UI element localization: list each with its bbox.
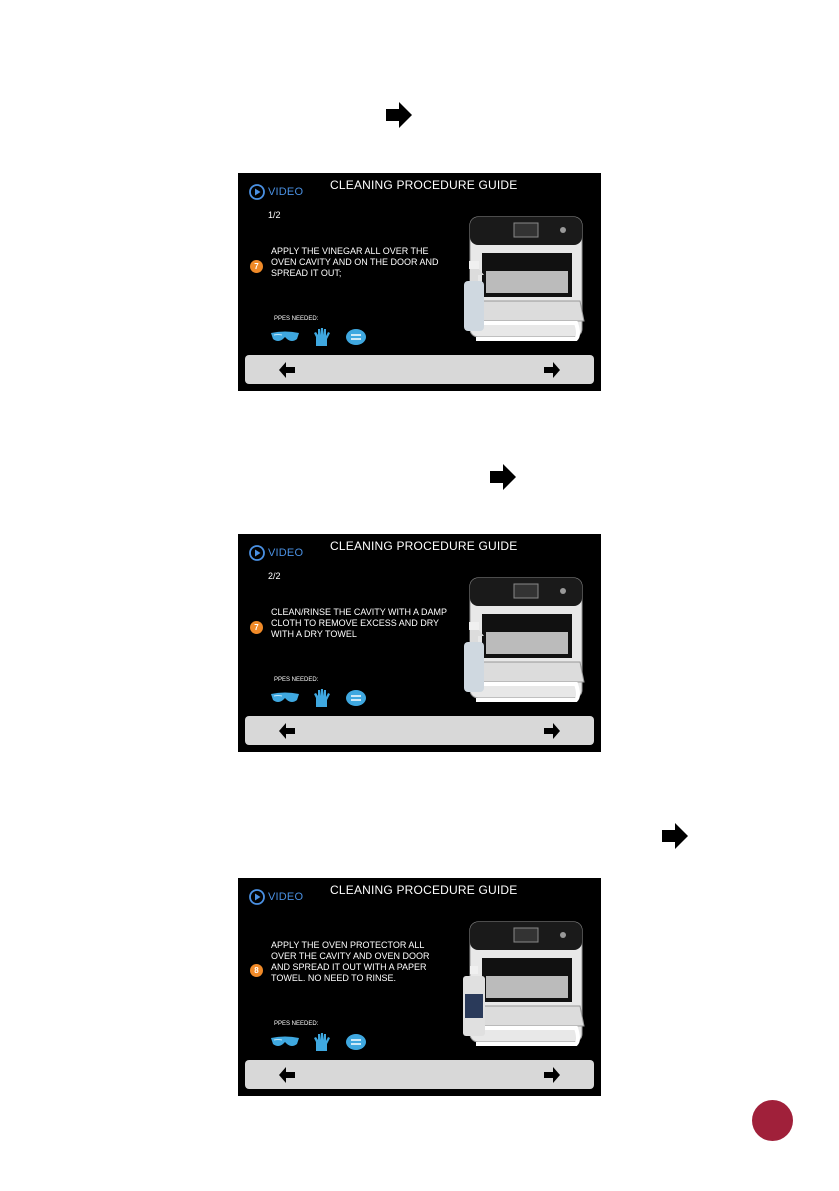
- step-number-badge: 8: [250, 964, 263, 977]
- screen-title: CLEANING PROCEDURE GUIDE: [330, 178, 518, 192]
- arrow-right-icon[interactable]: [543, 1066, 561, 1084]
- video-label: VIDEO: [268, 547, 304, 559]
- safety-glasses-icon: [270, 1035, 300, 1049]
- nav-bar: [245, 355, 594, 384]
- arrow-left-icon[interactable]: [278, 722, 296, 740]
- arrow-left-icon[interactable]: [278, 361, 296, 379]
- arrow-left-icon[interactable]: [278, 1066, 296, 1084]
- nav-bar: [245, 1060, 594, 1089]
- page-indicator: 2/2: [268, 571, 281, 581]
- play-icon: [249, 545, 265, 561]
- safety-glasses-icon: [270, 691, 300, 705]
- play-icon: [249, 889, 265, 905]
- ppe-icons: [270, 1032, 380, 1052]
- face-mask-icon: [344, 1033, 368, 1051]
- cleaning-guide-screen-2: [238, 534, 601, 752]
- spray-bottle-image: [460, 261, 488, 333]
- arrow-right-icon[interactable]: [543, 722, 561, 740]
- spray-bottle-image: [460, 622, 488, 694]
- ppe-icons: [270, 688, 380, 708]
- step-number-badge: 7: [250, 260, 263, 273]
- step-number-badge: 7: [250, 621, 263, 634]
- instruction-text: APPLY THE OVEN PROTECTOR ALL OVER THE CAVITY AND OVEN DOOR AND SPREAD IT OUT WITH A PAPER TOWEL. NO NEED TO RINSE.: [271, 940, 430, 983]
- arrow-right-icon: [660, 821, 690, 851]
- screen-title: CLEANING PROCEDURE GUIDE: [330, 539, 518, 553]
- gloves-icon: [312, 688, 332, 708]
- ppe-label: PPES NEEDED:: [274, 1021, 319, 1027]
- cleaning-guide-screen-3: [238, 878, 601, 1096]
- page-marker-dot: [752, 1100, 793, 1141]
- face-mask-icon: [344, 328, 368, 346]
- instruction-text: CLEAN/RINSE THE CAVITY WITH A DAMP CLOTH TO REMOVE EXCESS AND DRY WITH A DRY TOWEL: [271, 607, 447, 639]
- ppe-icons: [270, 327, 380, 347]
- play-icon: [249, 184, 265, 200]
- arrow-right-icon[interactable]: [543, 361, 561, 379]
- nav-bar: [245, 716, 594, 745]
- video-label: VIDEO: [268, 186, 304, 198]
- safety-glasses-icon: [270, 330, 300, 344]
- protector-bottle-image: [460, 966, 488, 1038]
- gloves-icon: [312, 327, 332, 347]
- video-button[interactable]: [249, 184, 303, 200]
- video-label: VIDEO: [268, 891, 304, 903]
- ppe-label: PPES NEEDED:: [274, 677, 319, 683]
- arrow-right-icon: [488, 462, 518, 492]
- arrow-right-icon: [384, 100, 414, 130]
- cleaning-guide-screen-1: [238, 173, 601, 391]
- screen-title: CLEANING PROCEDURE GUIDE: [330, 883, 518, 897]
- video-button[interactable]: [249, 545, 303, 561]
- instruction-text: APPLY THE VINEGAR ALL OVER THE OVEN CAVITY AND ON THE DOOR AND SPREAD IT OUT;: [271, 246, 439, 278]
- ppe-label: PPES NEEDED:: [274, 316, 319, 322]
- video-button[interactable]: [249, 889, 303, 905]
- face-mask-icon: [344, 689, 368, 707]
- page-indicator: 1/2: [268, 210, 281, 220]
- gloves-icon: [312, 1032, 332, 1052]
